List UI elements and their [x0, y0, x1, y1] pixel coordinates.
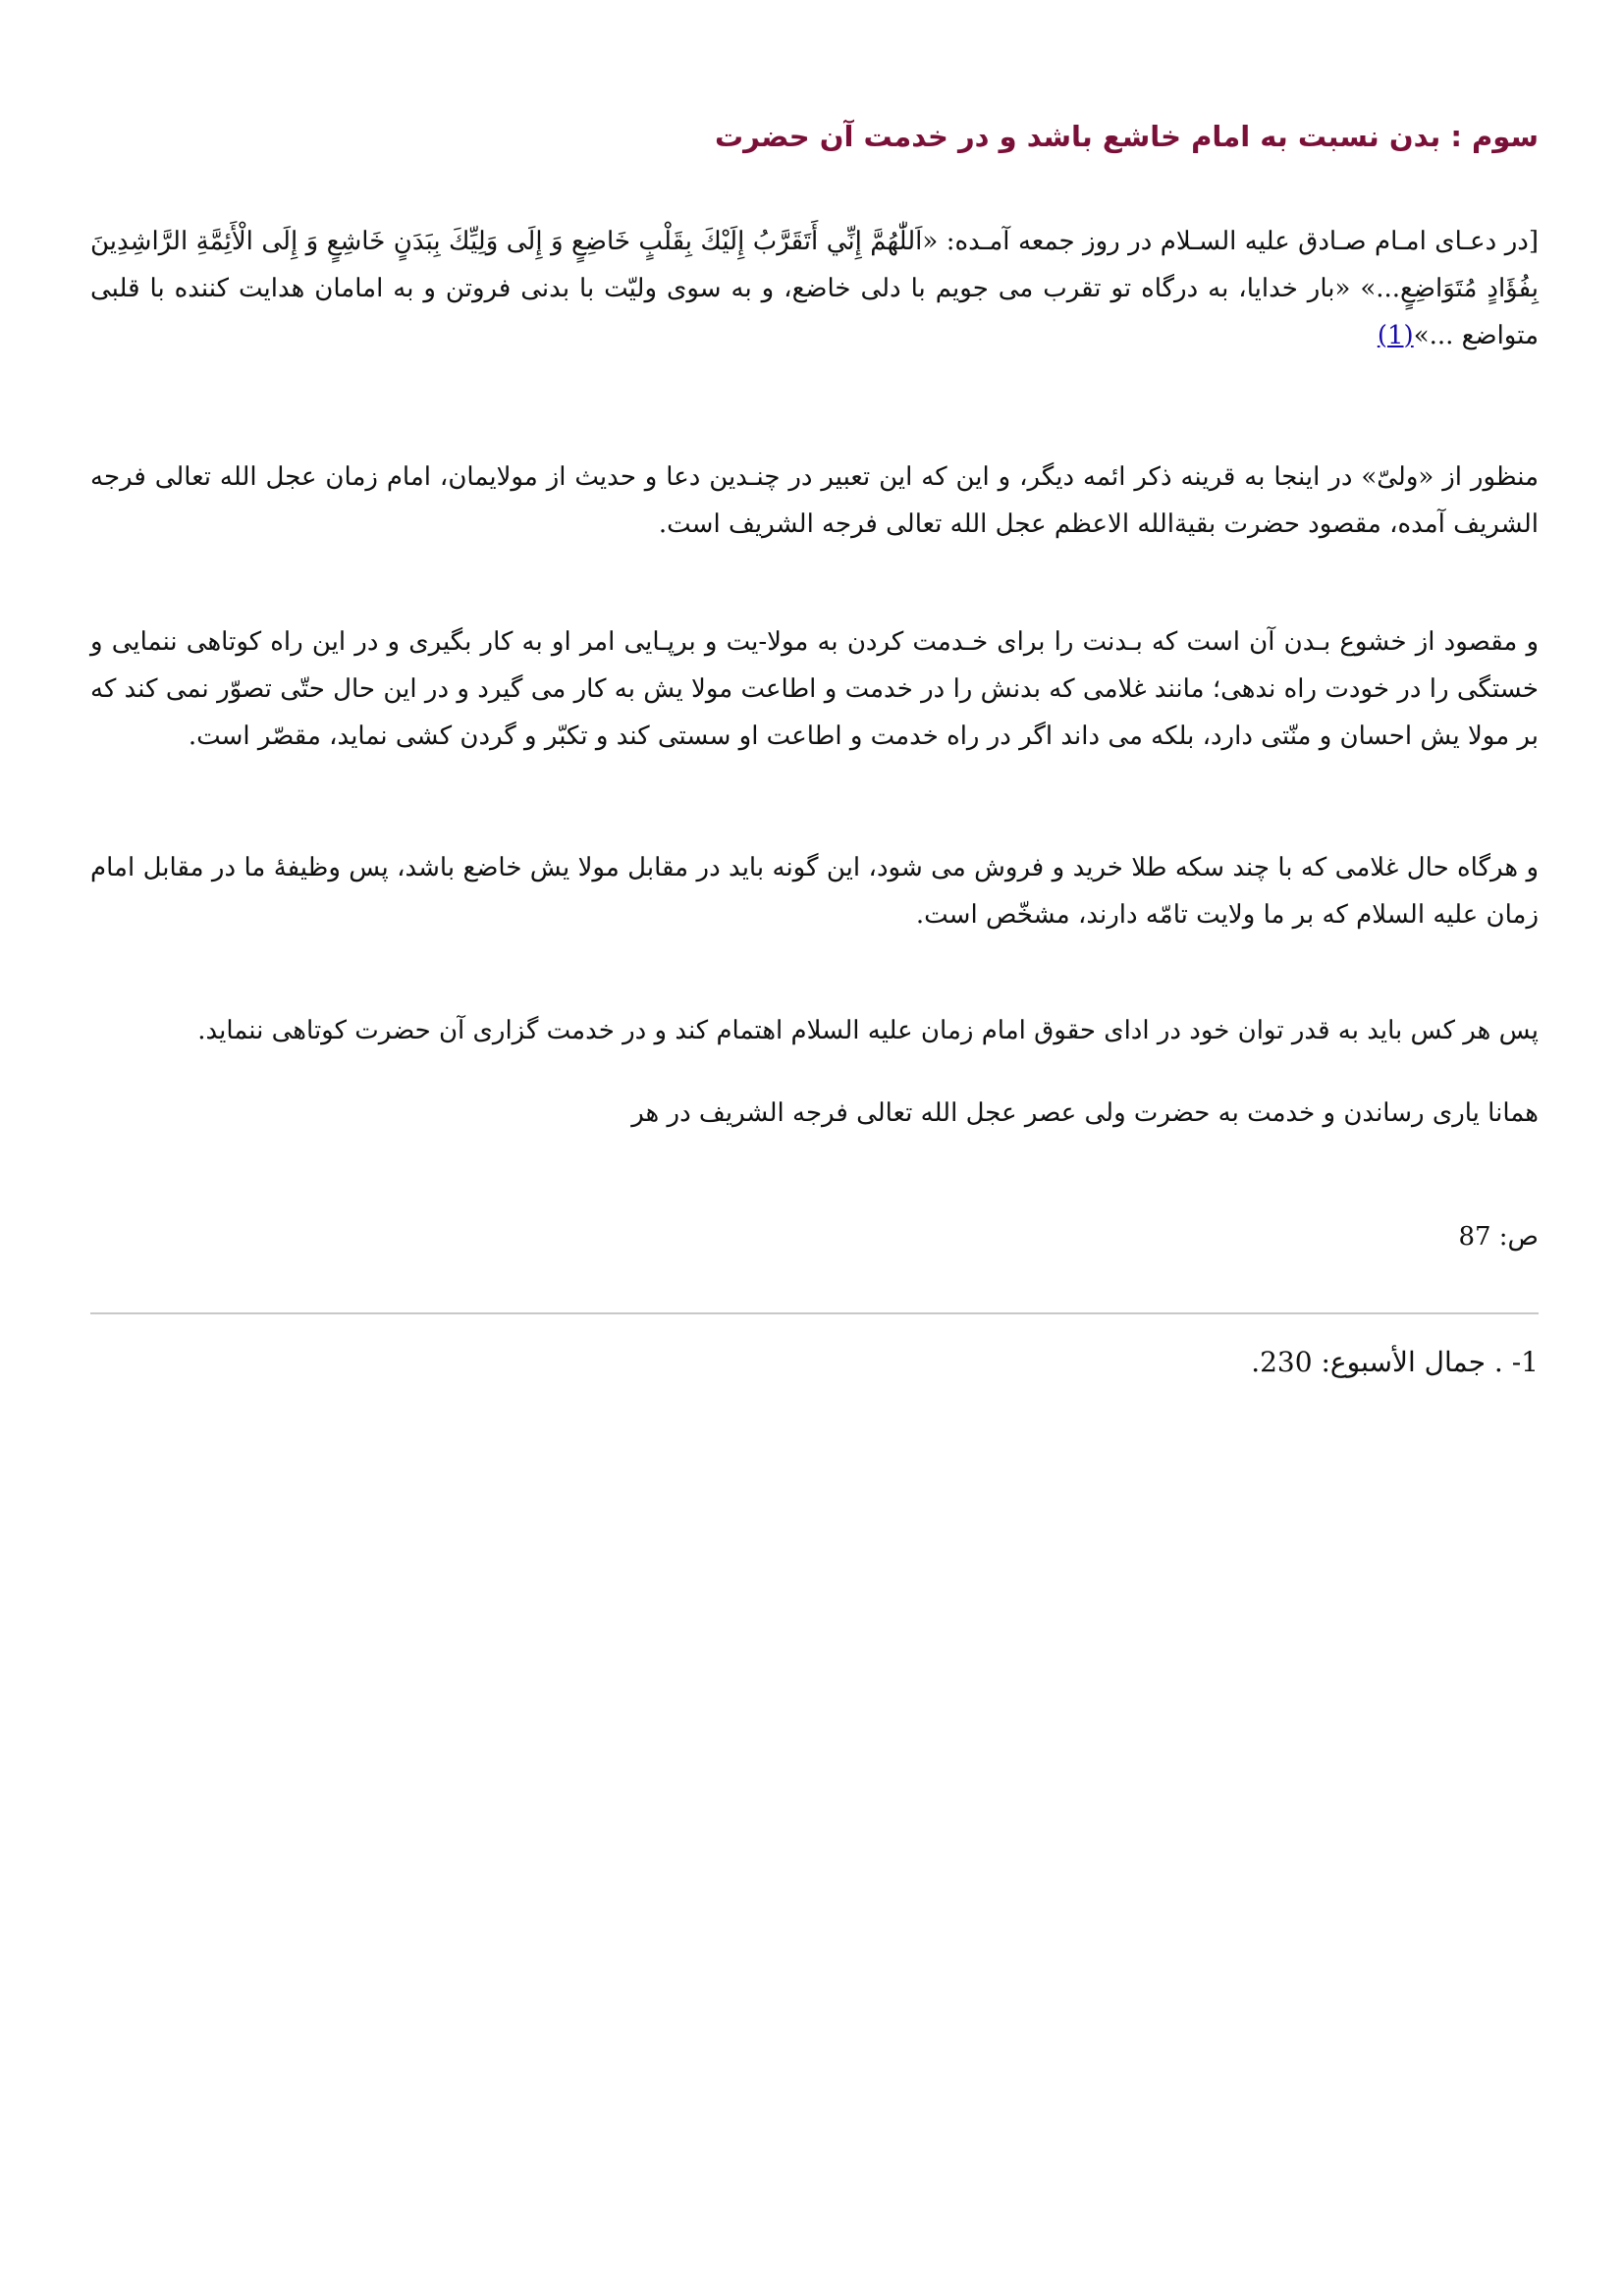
prayer-translation: » «بار خدایا، به درگاه تو تقرب می جویم با دلی خاضع، و به سوی ولیّت با بدنی فروتن و به امامان هدایت کننده با قلبی متواضع ...»: [90, 274, 1539, 350]
paragraph-body-humility: و مقصود از خشوع بـدن آن است که بـدنت را برای خـدمت کردن به مولا-یت و برپـایی امر او به کار بگیری و در این راه کوتاهی ننمایی و خستگی را در خودت راه ندهی؛ مانند غلامی که بدنش را در خدمت و اطاعت مولا یش به کار می گیرد و در این حال حتّی تصوّر نمی کند که بر مولا یش احسان و منّتی دارد، بلکه می داند اگر در راه خدمت و اطاعت او سستی کند و تکبّر و گردن کشی نماید، مقصّر است.: [90, 627, 1539, 751]
footnote-text: 1- . جمال الأسبوع: 230.: [1251, 1346, 1539, 1378]
paragraph-servant-analogy: و هرگاه حال غلامی که با چند سکه طلا خرید و فروش می شود، این گونه باید در مقابل مولا یش خاضع باشد، پس وظیفهٔ ما در مقابل امام زمان علیه السلام که بر ما ولایت تامّه دارند، مشخّص است.: [90, 853, 1539, 930]
prayer-arabic-text: اَللّٰهُمَّ إِنِّي أَتَقَرَّبُ إِلَيْكَ بِقَلْبٍ خَاضِعٍ وَ إِلَى وَلِيِّكَ بِبَدَنٍ خَاشِعٍ وَ إِلَى الْأَئِمَّةِ الرَّاشِدِينَ بِفُؤَادٍ مُتَوَاضِعٍ...: [90, 227, 1539, 303]
footnote-divider: [90, 1312, 1539, 1314]
paragraph-duty: پس هر کس باید به قدر توان خود در ادای حقوق امام زمان علیه السلام اهتمام کند و در خدمت گزاری آن حضرت کوتاهی ننماید.: [197, 1016, 1539, 1045]
paragraph-wali-meaning: منظور از «ولیّ» در اینجا به قرینه ذکر ائمه دیگر، و این که این تعبیر در چنـدین دعا و حدیث از مولایمان، امام زمان عجل الله تعالی فرجه الشریف آمده، مقصود حضرت بقیةالله الاعظم عجل الله تعالی فرجه الشریف است.: [90, 462, 1539, 539]
prayer-intro: [در دعـای امـام صـادق علیه السـلام در روز جمعه آمـده: «: [922, 227, 1539, 256]
section-heading: سوم : بدن نسبت به امام خاشع باشد و در خدمت آن حضرت: [715, 120, 1539, 153]
paragraph-prayer: [90, 218, 1539, 359]
page-number: ص: 87: [1458, 1222, 1539, 1252]
paragraph-continuation: همانا یاری رساندن و خدمت به حضرت ولی عصر عجل الله تعالی فرجه الشریف در هر: [631, 1098, 1539, 1128]
footnote-link[interactable]: (1): [1377, 321, 1414, 350]
